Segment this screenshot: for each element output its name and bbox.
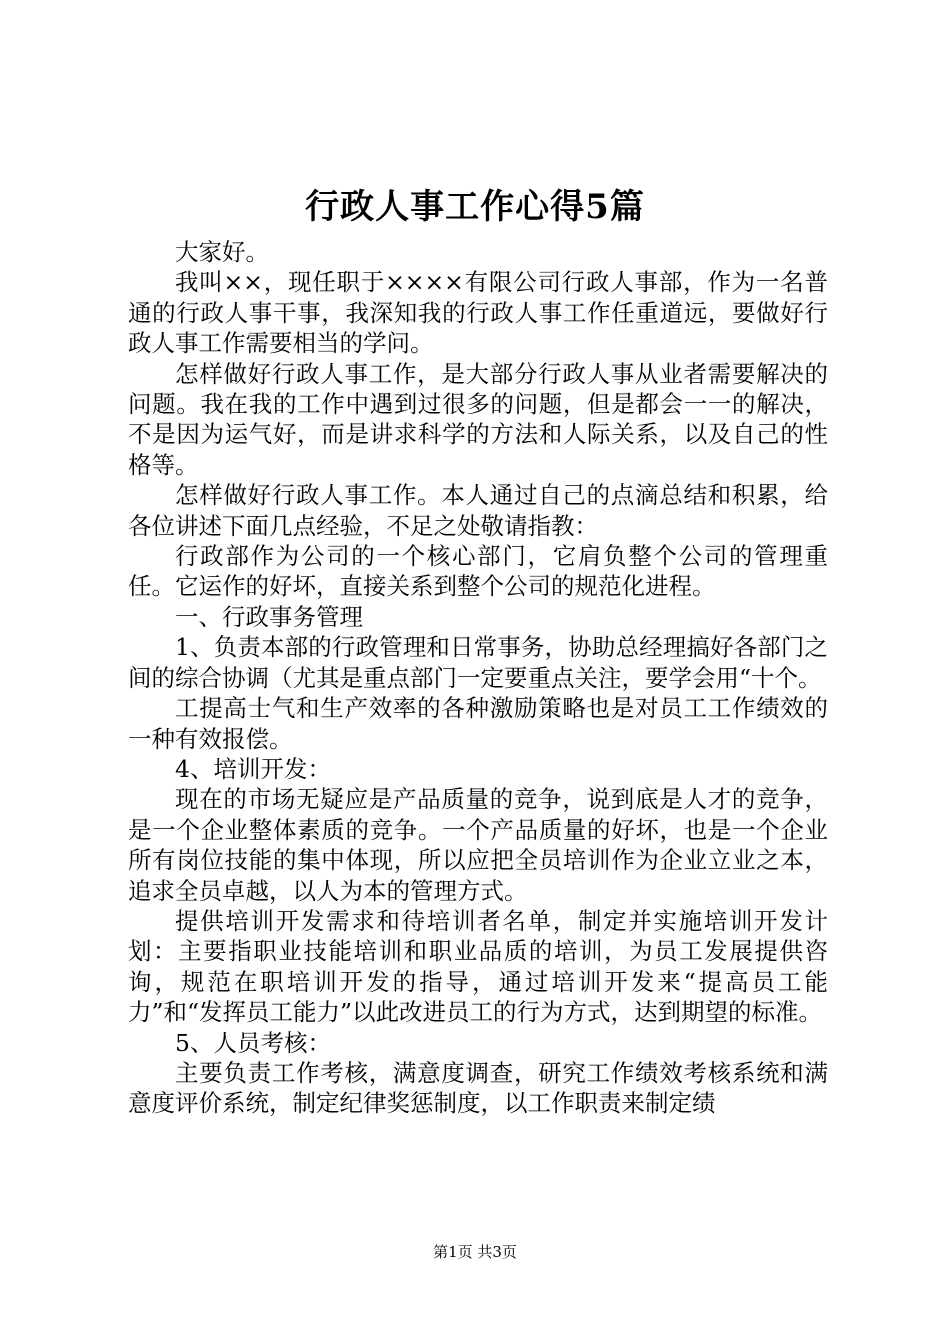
paragraph: 大家好。: [175, 238, 269, 266]
paragraph: 行政部作为公司的一个核心部门，它肩负整个公司的管理重任。它运作的好坏，直接关系到整个公司的规范化进程。: [128, 542, 828, 601]
section-heading: 4、培训开发：: [175, 754, 331, 783]
paragraph: 现在的市场无疑应是产品质量的竞争，说到底是人才的竞争，是一个企业整体素质的竞争。一个产品质量的好坏，也是一个企业所有岗位技能的集中体现，所以应把全员培训作为企业立业之本，追求全员卓越，以人为本的管理方式。: [128, 785, 828, 905]
paragraph: 怎样做好行政人事工作，是大部分行政人事从业者需要解决的问题。我在我的工作中遇到过很多的问题，但是都会一一的解决，不是因为运气好，而是讲求科学的方法和人际关系，以及自己的性格等。: [128, 359, 828, 479]
paragraph: 怎样做好行政人事工作。本人通过自己的点滴总结和积累，给各位讲述下面几点经验，不足之处敬请指教：: [128, 481, 828, 540]
paragraph: 我叫××，现任职于××××有限公司行政人事部，作为一名普通的行政人事干事，我深知我的行政人事工作任重道远，要做好行政人事工作需要相当的学问。: [128, 268, 828, 358]
paragraph: 1、负责本部的行政管理和日常事务，协助总经理搞好各部门之间的综合协调（尤其是重点部门一定要重点关注，要学会用“十个。: [128, 633, 828, 692]
page-number-footer: 第1页 共3页: [433, 1243, 517, 1261]
document-body: [128, 237, 828, 1119]
paragraph: 主要负责工作考核，满意度调查，研究工作绩效考核系统和满意度评价系统，制定纪律奖惩制度，以工作职责来制定绩: [128, 1058, 828, 1118]
paragraph: 工提高士气和生产效率的各种激励策略也是对员工工作绩效的一种有效报偿。: [128, 694, 828, 753]
section-heading: 5、人员考核：: [175, 1028, 331, 1057]
section-heading: 一、行政事务管理: [175, 602, 363, 631]
document-title: 行政人事工作心得5篇: [305, 187, 645, 227]
paragraph: 提供培训开发需求和待培训者名单，制定并实施培训开发计划：主要指职业技能培训和职业品质的培训，为员工发展提供咨询，规范在职培训开发的指导，通过培训开发来“提高员工能力”和“发挥员工能力”以此改进员工的行为方式，达到期望的标准。: [128, 906, 828, 1027]
